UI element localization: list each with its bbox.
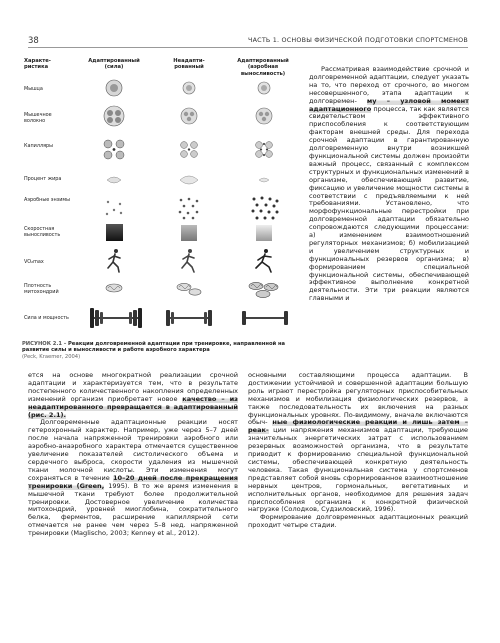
figure-2-1	[22, 58, 302, 368]
page-number: 38	[28, 36, 39, 46]
header-rule	[28, 47, 468, 48]
mitochondria-nonadapted-icon	[177, 283, 201, 295]
fat-strength-icon	[107, 177, 121, 183]
capillaries-endurance-icon	[256, 142, 273, 158]
col-header-adapted-endurance: Адаптированный (аэробная выносливость)	[237, 58, 289, 77]
paragraph-text: Долговременные адаптационные реакции носят гетерохронный характер. Например, уже через 5–7 дней после начала напряженной тренировки аэробного или аэробно-анаэробного характера отмечается существенное увеличение показателей систолического объема и сердечного выброса, скорости удаления из мышечной ткани молочной кислоты. Эти изменения могут сохраняться в течение	[28, 418, 238, 482]
text-column-right-bottom	[248, 372, 468, 530]
text-column-right-top	[309, 66, 469, 303]
highlighted-text: качество – из неадаптированного превращается в адаптированный (рис. 2.1).	[28, 394, 238, 419]
page-header	[28, 36, 468, 50]
figure-caption	[22, 341, 298, 360]
fiber-nonadapted-icon	[181, 108, 197, 124]
muscle-nonadapted-icon	[183, 82, 195, 94]
fat-nonadapted-icon	[180, 176, 198, 184]
enzymes-nonadapted-icon	[179, 198, 199, 220]
row-label-vo2max: VO₂max	[24, 259, 44, 265]
col-header-characteristic: Характе-ристика	[24, 58, 51, 71]
mitochondria-strength-icon	[106, 284, 122, 292]
enzymes-endurance-icon	[252, 197, 279, 220]
muscle-endurance-icon	[258, 82, 270, 94]
capillaries-nonadapted-icon	[181, 142, 198, 158]
row-label-strength-power: Сила и мощность	[24, 315, 69, 321]
barbell-nonadapted-icon	[166, 310, 212, 326]
row-label-muscle: Мышца	[24, 86, 43, 92]
running-title: ЧАСТЬ 1. ОСНОВЫ ФИЗИЧЕСКОЙ ПОДГОТОВКИ СПОРТСМЕНОВ	[248, 36, 468, 44]
paragraph-text: Формирование долговременных адаптационных реакций проходит четыре стадии.	[248, 513, 468, 530]
barbell-strength-icon	[90, 308, 142, 328]
paragraph-text: ции напряжения механизмов адаптации, требующие значительных энергетических затрат с использованием резервных возможностей организма, что в результате приводит к формированию специальной функциональной системы, обеспечивающей конкретную деятельность человека. Такая функциональная система у спортсменов представляет собой вновь сформированное взаимоотношение нервных центров, гормональных, вегетативных и исполнительных органов, необходимое для решения задач приспособления организма к конкретной физической нагрузке (Солодков, Судзиловский, 1996).	[248, 426, 468, 514]
capillaries-strength-icon	[104, 140, 124, 159]
text-column-left-bottom	[28, 372, 238, 538]
paragraph-text: ется на основе многократной реализации срочной адаптации и характеризуется тем, что в результате постепенного количественного накопления определенных изменений организм приобретает новое	[28, 371, 238, 403]
row-label-capillaries: Капилляры	[24, 143, 54, 149]
caption-text: Реакции долговременной адаптации при тренировке, направленной на развитие силы и выносливости и работе аэробного характера	[22, 341, 286, 354]
row-label-muscle-fiber: Мышечное волокно	[24, 112, 52, 124]
barbell-endurance-icon	[242, 311, 288, 325]
mitochondria-endurance-icon	[249, 282, 278, 297]
row-label-fat-percent: Процент жира	[24, 176, 62, 182]
speed-endurance-endurance-swatch	[256, 225, 272, 241]
col-header-non-adapted: Неадапти-рованный	[173, 58, 205, 71]
highlighted-text: му – узловой момент адаптационного	[309, 96, 469, 113]
row-label-mitochondria-density: Плотность митохондрий	[24, 283, 59, 295]
fiber-endurance-icon	[256, 108, 272, 124]
caption-source: (Peck, Kraemer, 2004)	[22, 353, 81, 360]
caption-label: РИСУНОК 2.1 –	[22, 341, 67, 347]
paragraph-text: основными составляющими процесса адаптации. В достижении устойчивой и совершенной адаптации большую роль играют перестройка регуляторных приспособительных механизмов и мобилизация физиологических резервов, а также последовательность их включения на разных функциональных уровнях. По-видимому, вначале включаются обыч-	[248, 371, 468, 427]
runner-endurance-icon	[256, 249, 271, 272]
muscle-strength-icon	[106, 80, 122, 96]
speed-endurance-strength-swatch	[106, 224, 123, 241]
paragraph-text: процесса, так как является свидетельством эффективного приспособления к соответствующим факторам внешней среды. Для перехода срочной адаптации в гарантированную долговременную внутри возникшей функциональной системы должен произойти важный процесс, связанный с комплексом структурных и функциональных изменений в организме, обеспечивающий развитие, фиксацию и увеличение мощности системы в соответствии с предъявляемыми к ней требованиями. Установлено, что морфофункциональные перестройки при долговременной адаптации обязательно сопровождаются следующими процессами: а) изменением взаимоотношений регуляторных механизмов; б) мобилизацией и увеличением структурных и функциональных резервов организма; в) формированием специальной функциональной системы, обеспечивающей эффективное выполнение конкретной деятельности. Эти три реакции являются главными и	[309, 104, 469, 303]
fat-endurance-icon	[259, 178, 269, 182]
figure-illustrations	[22, 58, 302, 338]
fiber-strength-icon	[104, 106, 124, 126]
paragraph-text: Рассматривая взаимодействие срочной и долговременной адаптации, следует указать на то, что переход от срочного, во многом несовершенного, этапа адаптации к долговремен-	[309, 65, 469, 105]
row-label-speed-endurance: Скоростная выносливость	[24, 226, 61, 238]
highlighted-text: 10–20 дней после прекращения тренировки (Green,	[28, 473, 238, 490]
col-header-adapted-strength: Адаптированный (сила)	[88, 58, 140, 71]
highlighted-text: ные физиологические реакции и лишь затем – реак-	[248, 418, 468, 435]
speed-endurance-nonadapted-swatch	[181, 225, 197, 241]
enzymes-strength-icon	[106, 201, 122, 215]
paragraph-text: 1995). В то же время изменения в мышечной ткани требуют более продолжительной тренировки. Достоверное увеличение количества митохондрий, уровней миоглобина, сократительного белка, ферментов, расширение капиллярной сети отмечается не ранее чем через 5–8 нед. напряженной тренировки (Maglischo, 2003; Kenney et al., 2012).	[28, 481, 238, 538]
runner-strength-icon	[108, 249, 120, 272]
runner-nonadapted-icon	[182, 249, 194, 272]
row-label-aerobic-enzymes: Аэробные энзимы	[24, 197, 70, 203]
